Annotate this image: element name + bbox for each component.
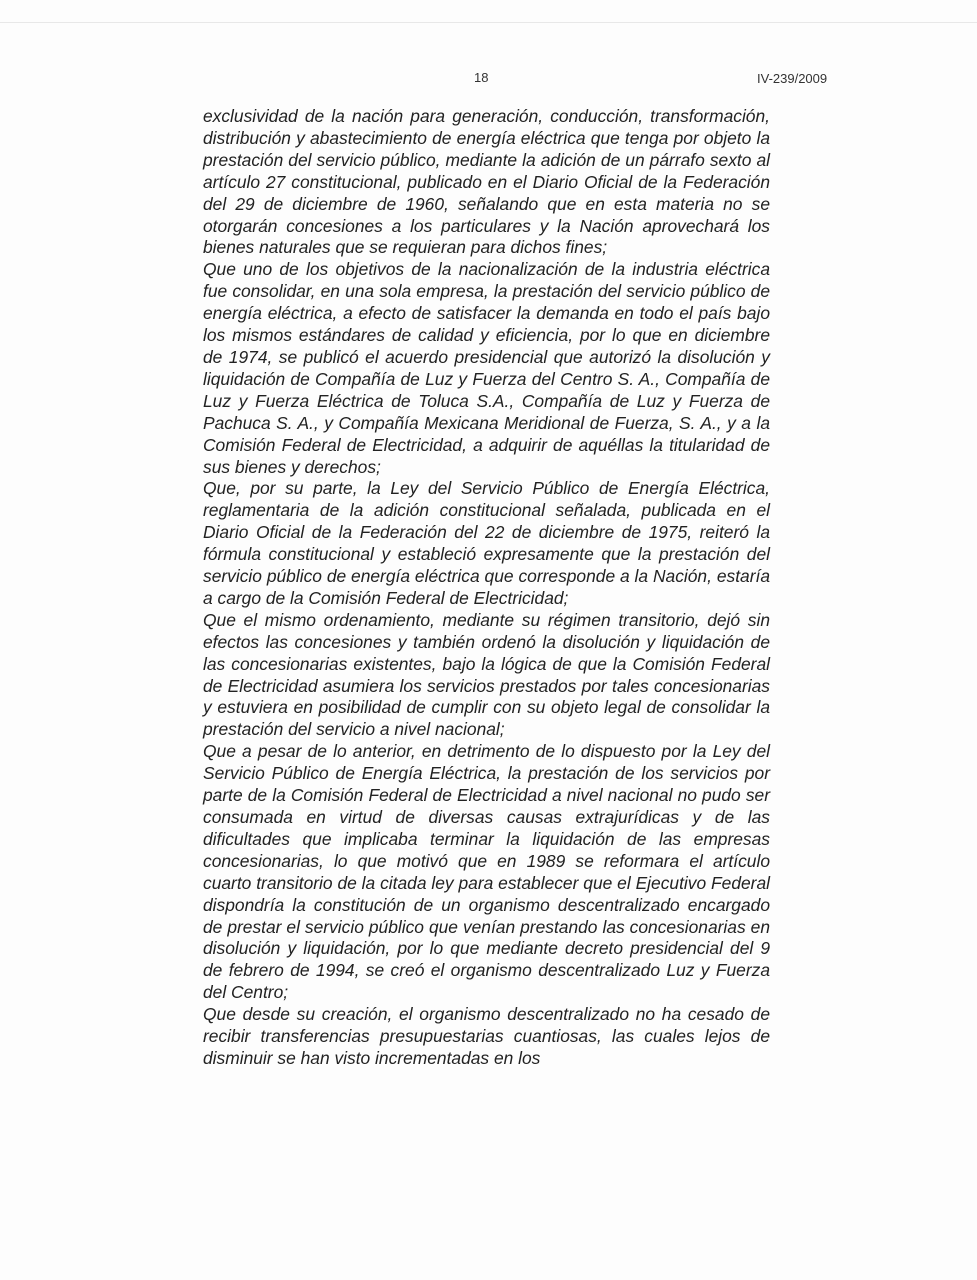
paragraph: Que uno de los objetivos de la nacionalización de la industria eléctrica fue consolidar, en una sola empresa, la prestación del servicio público de energía eléctrica, a efecto de satisfacer la demanda en todo el país bajo los mismos estándares de calidad y eficiencia, por lo que en diciembre de 1974, se publicó el acuerdo presidencial que autorizó la disolución y liquidación de Compañía de Luz y Fuerza del Centro S. A., Compañía de Luz y Fuerza Eléctrica de Toluca S.A., Compañía de Luz y Fuerza de Pachuca S. A., y Compañía Mexicana Meridional de Fuerza, S. A., y a la Comisión Federal de Electricidad, a adquirir de aquéllas la titularidad de sus bienes y derechos; — [203, 259, 770, 477]
paragraph: Que desde su creación, el organismo descentralizado no ha cesado de recibir transferencias presupuestarias cuantiosas, las cuales lejos de disminuir se han visto incrementadas en los — [203, 1004, 770, 1068]
paragraph: Que el mismo ordenamiento, mediante su régimen transitorio, dejó sin efectos las concesiones y también ordenó la disolución y liquidación de las concesionarias existentes, bajo la lógica de que la Comisión Federal de Electricidad asumiera los servicios prestados por tales concesionarias y estuviera en posibilidad de cumplir con su objeto legal de consolidar la prestación del servicio a nivel nacional; — [203, 609, 770, 740]
body-text — [203, 106, 770, 1070]
paragraph: Que, por su parte, la Ley del Servicio Público de Energía Eléctrica, reglamentaria de la adición constitucional señalada, publicada en el Diario Oficial de la Federación del 22 de diciembre de 1975, reiteró la fórmula constitucional y estableció expresamente que la prestación del servicio público de energía eléctrica que corresponde a la Nación, estaría a cargo de la Comisión Federal de Electricidad; — [203, 478, 770, 608]
page-number: 18 — [474, 70, 489, 85]
scan-edge-line — [0, 22, 977, 23]
paragraph: Que a pesar de lo anterior, en detrimento de lo dispuesto por la Ley del Servicio Público de Energía Eléctrica, la prestación de los servicios por parte de la Comisión Federal de Electricidad a nivel nacional no pudo ser consumada en virtud de diversas causas extrajurídicas y de las dificultades que implicaba terminar la liquidación de las empresas concesionarias, lo que motivó que en 1989 se reformara el artículo cuarto transitorio de la citada ley para establecer que el Ejecutivo Federal dispondría la constitución de un organismo descentralizado encargado de prestar el servicio público que venían prestando las concesionarias en disolución y liquidación, por lo que mediante decreto presidencial del 9 de febrero de 1994, se creó el organismo descentralizado Luz y Fuerza del Centro; — [203, 741, 770, 1003]
paragraph: exclusividad de la nación para generación, conducción, transformación, distribución y abastecimiento de energía eléctrica que tenga por objeto la prestación del servicio público, mediante la adición de un párrafo sexto al artículo 27 constitucional, publicado en el Diario Oficial de la Federación del 29 de diciembre de 1960, señalando que en esta materia no se otorgarán concesiones a los particulares y la Nación aprovechará los bienes naturales que se requieran para dichos fines; — [203, 106, 770, 258]
case-number: IV-239/2009 — [757, 71, 828, 86]
